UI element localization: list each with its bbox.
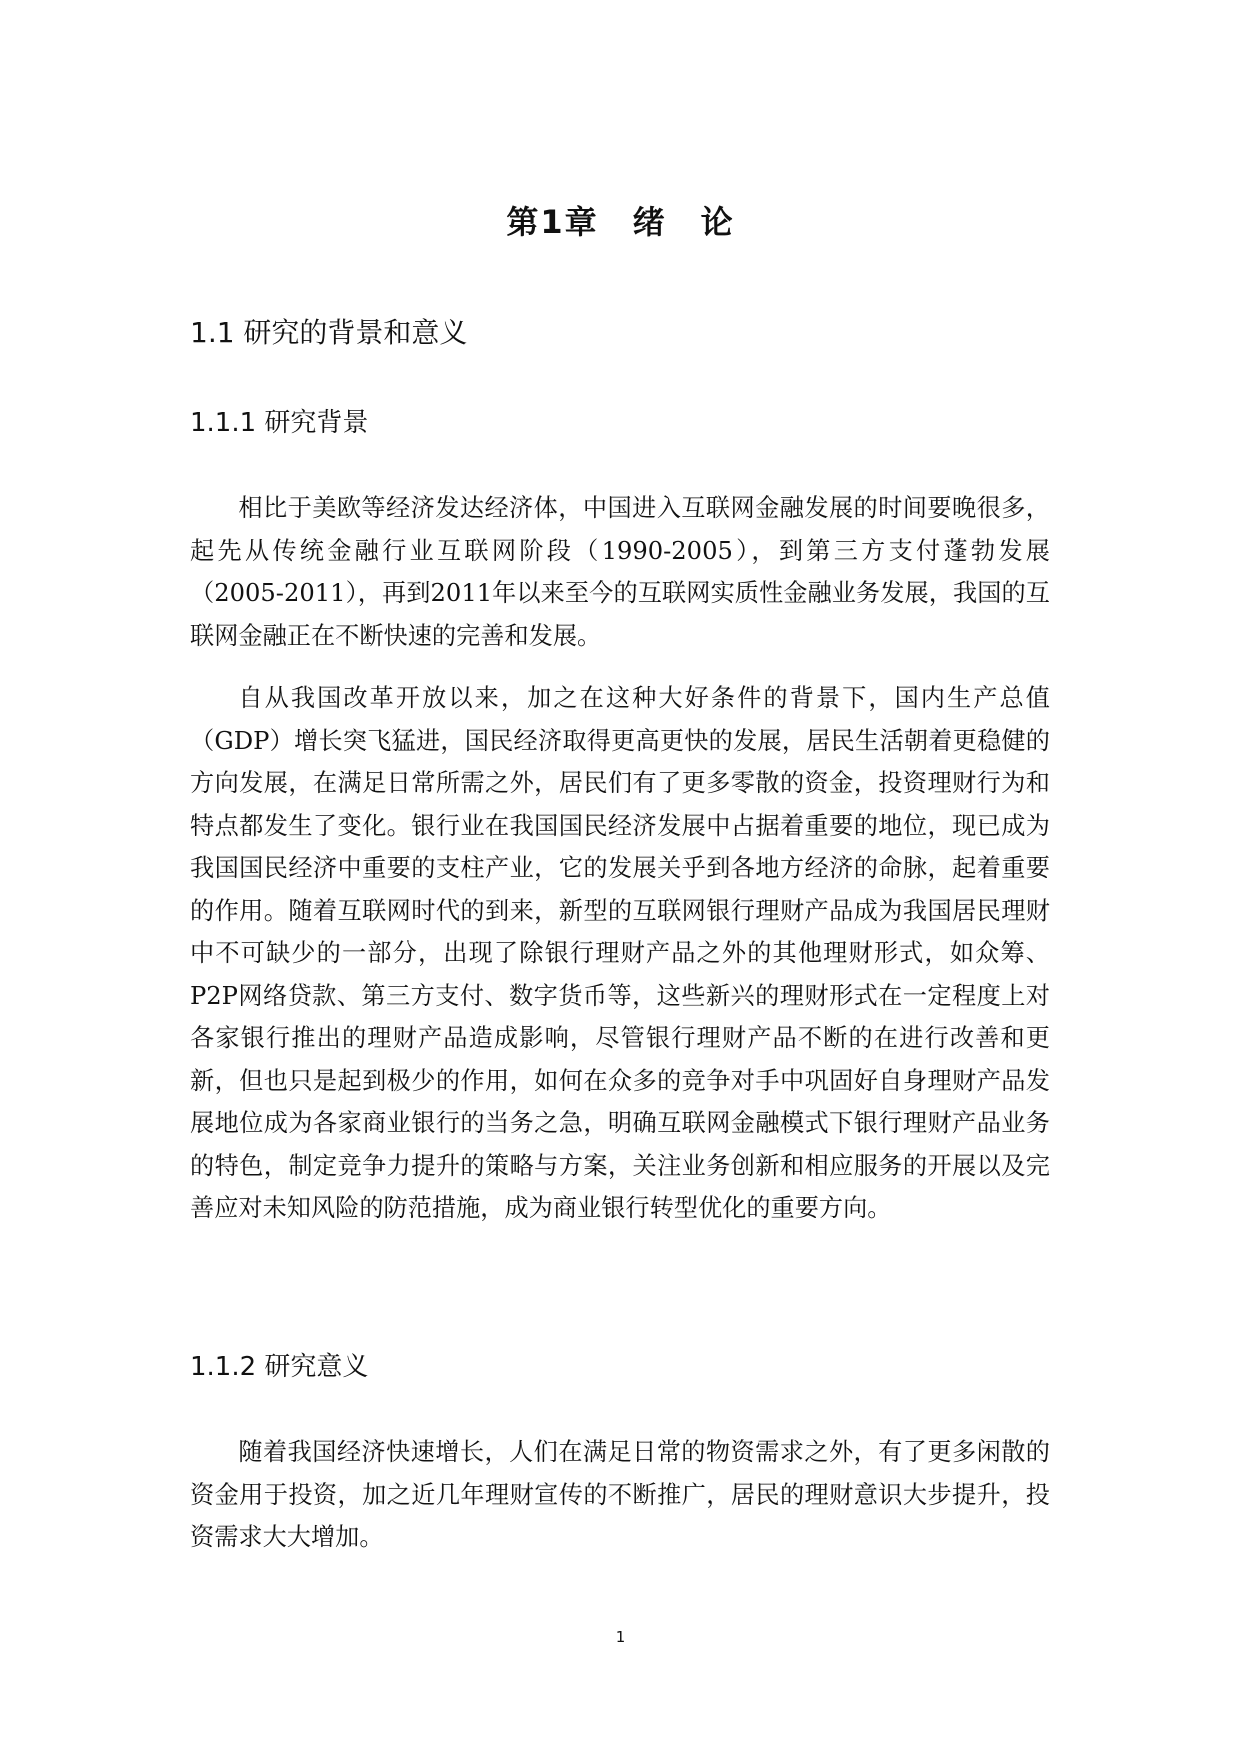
page-number: 1 bbox=[615, 1628, 626, 1646]
section-heading-1-1-1: 1.1.1 研究背景 bbox=[190, 408, 369, 438]
chapter-title: 第1章 绪 论 bbox=[506, 203, 735, 241]
paragraph-research-background-2: 自从我国改革开放以来，加之在这种大好条件的背景下，国内生产总值（GDP）增长突飞猛进，国民经济取得更高更快的发展，居民生活朝着更稳健的方向发展，在满足日常所需之外，居民们有了更多零散的资金，投资理财行为和特点都发生了变化。银行业在我国国民经济发展中占据着重要的地位，现已成为我国国民经济中重要的支柱产业，它的发展关乎到各地方经济的命脉，起着重要的作用。随着互联网时代的到来，新型的互联网银行理财产品成为我国居民理财中不可缺少的一部分，出现了除银行理财产品之外的其他理财形式，如众筹、P2P网络贷款、第三方支付、数字货币等，这些新兴的理财形式在一定程度上对各家银行推出的理财产品造成影响，尽管银行理财产品不断的在进行改善和更新，但也只是起到极少的作用，如何在众多的竞争对手中巩固好自身理财产品发展地位成为各家商业银行的当务之急，明确互联网金融模式下银行理财产品业务的特色，制定竞争力提升的策略与方案，关注业务创新和相应服务的开展以及完善应对未知风险的防范措施，成为商业银行转型优化的重要方向。 bbox=[190, 684, 1050, 1222]
section-heading-1-1: 1.1 研究的背景和意义 bbox=[190, 316, 468, 349]
section-heading-1-1-2: 1.1.2 研究意义 bbox=[190, 1352, 369, 1382]
paragraph-research-background-1: 相比于美欧等经济发达经济体，中国进入互联网金融发展的时间要晚很多，起先从传统金融行业互联网阶段（1990-2005），到第三方支付蓬勃发展（2005-2011），再到2011年以来至今的互联网实质性金融业务发展，我国的互联网金融正在不断快速的完善和发展。 bbox=[190, 494, 1050, 650]
paragraph-research-significance: 随着我国经济快速增长，人们在满足日常的物资需求之外，有了更多闲散的资金用于投资，加之近几年理财宣传的不断推广，居民的理财意识大步提升，投资需求大大增加。 bbox=[190, 1438, 1050, 1551]
